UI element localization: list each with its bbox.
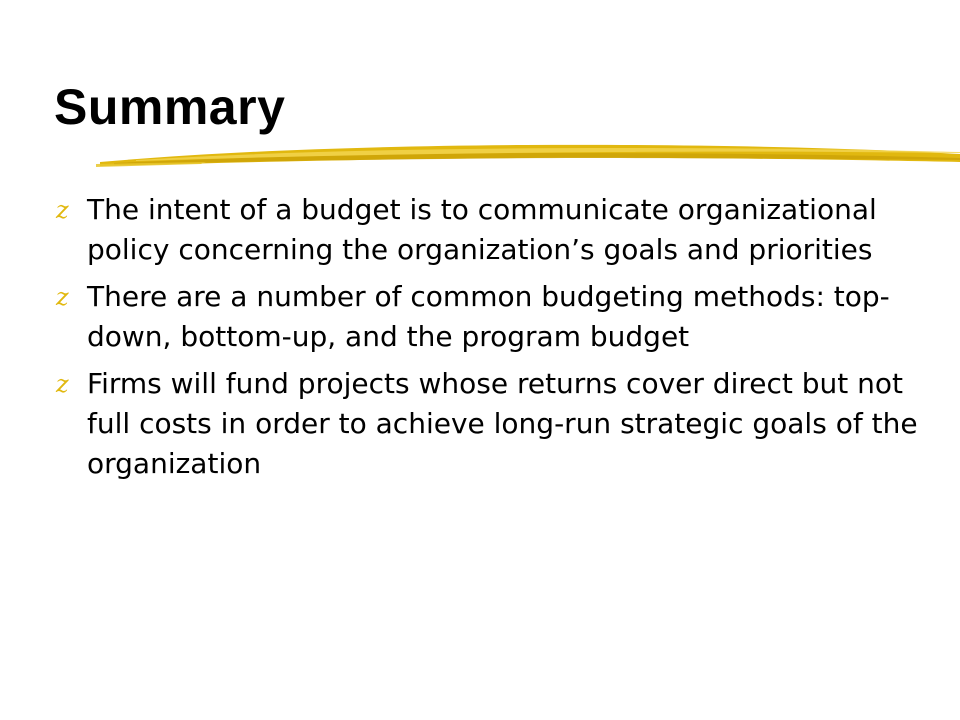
z-glyph-bullet-icon: z (56, 196, 69, 224)
bullet-text: The intent of a budget is to communicate organizational policy concerning the organization’s goals and priorities (87, 193, 877, 266)
slide-title: Summary (54, 79, 286, 135)
bullet-item (56, 364, 936, 484)
bullet-list (56, 190, 936, 491)
bullet-text: There are a number of common budgeting methods: top-down, bottom-up, and the program budget (87, 280, 890, 353)
bullet-item (56, 277, 936, 357)
z-glyph-bullet-icon: z (56, 283, 69, 311)
bullet-text: Firms will fund projects whose returns cover direct but not full costs in order to achieve long-run strategic goals of the organization (87, 367, 918, 480)
bullet-item (56, 190, 936, 270)
z-glyph-bullet-icon: z (56, 370, 69, 398)
title-underline-brushstroke (96, 136, 960, 176)
